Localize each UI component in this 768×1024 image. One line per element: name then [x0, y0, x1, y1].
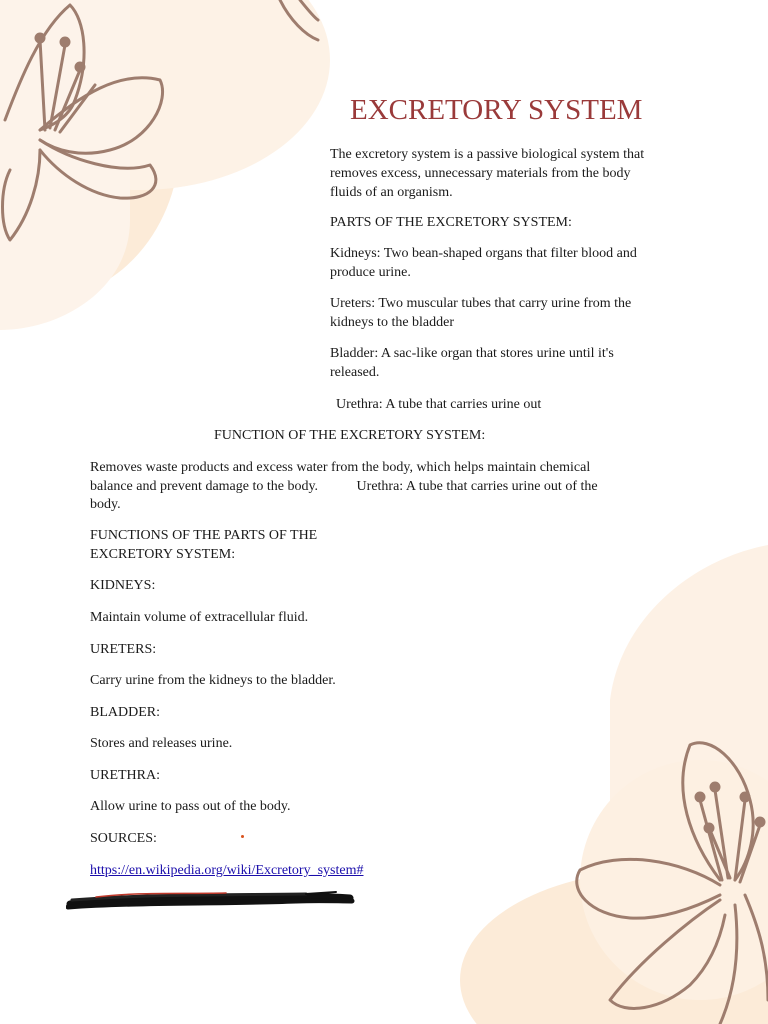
- urethra-label: URETHRA:: [90, 768, 160, 783]
- kidneys-label: KIDNEYS:: [90, 578, 156, 593]
- bladder-function: Stores and releases urine.: [90, 736, 233, 751]
- ureters-desc-line-2: kidneys to the bladder: [330, 315, 455, 330]
- function-heading: FUNCTION OF THE EXCRETORY SYSTEM:: [214, 428, 486, 443]
- bladder-desc-line-1: Bladder: A sac-like organ that stores urine until it's: [330, 346, 614, 361]
- kidneys-function: Maintain volume of extracellular fluid.: [90, 610, 309, 625]
- function-text-line-2: balance and prevent damage to the body. Urethra: A tube that carries urine out of the: [90, 479, 598, 494]
- sources-label: SOURCES:: [90, 831, 157, 846]
- urethra-function: Allow urine to pass out of the body.: [90, 799, 291, 814]
- intro-line-1: The excretory system is a passive biological system that: [330, 147, 645, 162]
- urethra-desc: Urethra: A tube that carries urine out: [336, 397, 542, 412]
- stray-mark: [241, 835, 244, 838]
- parts-heading: PARTS OF THE EXCRETORY SYSTEM:: [330, 215, 572, 230]
- bladder-label: BLADDER:: [90, 705, 160, 720]
- intro-line-2: removes excess, unnecessary materials from the body: [330, 166, 631, 181]
- redaction-scribble: [66, 888, 356, 914]
- kidneys-desc-line-1: Kidneys: Two bean-shaped organs that filter blood and: [330, 246, 637, 261]
- ureters-function: Carry urine from the kidneys to the bladder.: [90, 673, 336, 688]
- function-text-line-1: Removes waste products and excess water from the body, which helps maintain chemical: [90, 460, 591, 475]
- functions-parts-heading-line-1: FUNCTIONS OF THE PARTS OF THE: [90, 528, 318, 543]
- functions-parts-heading-line-2: EXCRETORY SYSTEM:: [90, 547, 236, 562]
- kidneys-desc-line-2: produce urine.: [330, 265, 411, 280]
- bladder-desc-line-2: released.: [330, 365, 380, 380]
- ureters-desc-line-1: Ureters: Two muscular tubes that carry urine from the: [330, 296, 632, 311]
- function-text-line-3: body.: [90, 497, 121, 512]
- page-title: EXCRETORY SYSTEM: [350, 94, 643, 126]
- source-link[interactable]: https://en.wikipedia.org/wiki/Excretory_system#: [90, 863, 364, 878]
- ureters-label: URETERS:: [90, 642, 157, 657]
- intro-line-3: fluids of an organism.: [330, 185, 453, 200]
